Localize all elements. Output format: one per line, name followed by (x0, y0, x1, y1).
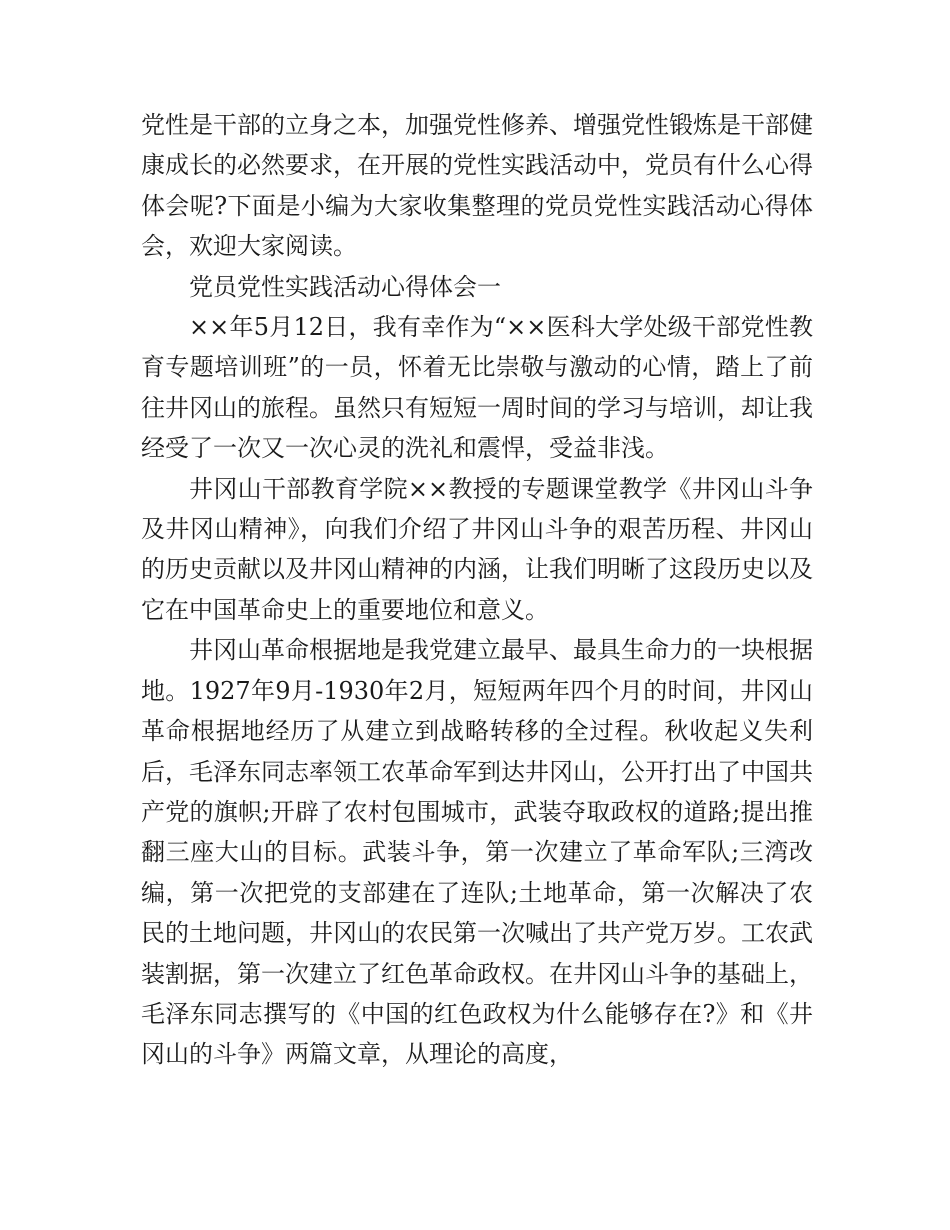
body-paragraph: ××年5月12日，我有幸作为“××医科大学处级干部党性教育专题培训班”的一员，怀着无比崇敬与激动的心情，踏上了前往井冈山的旅程。虽然只有短短一周时间的学习与培训，却让我经受了一次又一次心灵的洗礼和震悍，受益非浅。 (141, 313, 813, 463)
document-body (141, 105, 813, 1075)
intro-paragraph: 党性是干部的立身之本，加强党性修养、增强党性锻炼是干部健康成长的必然要求，在开展的党性实践活动中，党员有什么心得体会呢?下面是小编为大家收集整理的党员党性实践活动心得体会，欢迎大家阅读。 (141, 111, 813, 261)
body-paragraph: 井冈山干部教育学院××教授的专题课堂教学《井冈山斗争及井冈山精神》，向我们介绍了井冈山斗争的艰苦历程、井冈山的历史贡献以及井冈山精神的内涵，让我们明晰了这段历史以及它在中国革命史上的重要地位和意义。 (141, 474, 813, 624)
body-paragraph: 井冈山革命根据地是我党建立最早、最具生命力的一块根据地。1927年9月-1930年2月，短短两年四个月的时间，井冈山革命根据地经历了从建立到战略转移的全过程。秋收起义失利后，毛泽东同志率领工农革命军到达井冈山，公开打出了中国共产党的旗帜;开辟了农村包围城市，武装夺取政权的道路;提出推翻三座大山的目标。武装斗争，第一次建立了革命军队;三湾改编，第一次把党的支部建在了连队;土地革命，第一次解决了农民的土地问题，井冈山的农民第一次喊出了共产党万岁。工农武装割据，第一次建立了红色革命政权。在井冈山斗争的基础上，毛泽东同志撰写的《中国的红色政权为什么能够存在?》和《井冈山的斗争》两篇文章，从理论的高度， (141, 636, 813, 1069)
section-heading: 党员党性实践活动心得体会一 (189, 272, 501, 301)
